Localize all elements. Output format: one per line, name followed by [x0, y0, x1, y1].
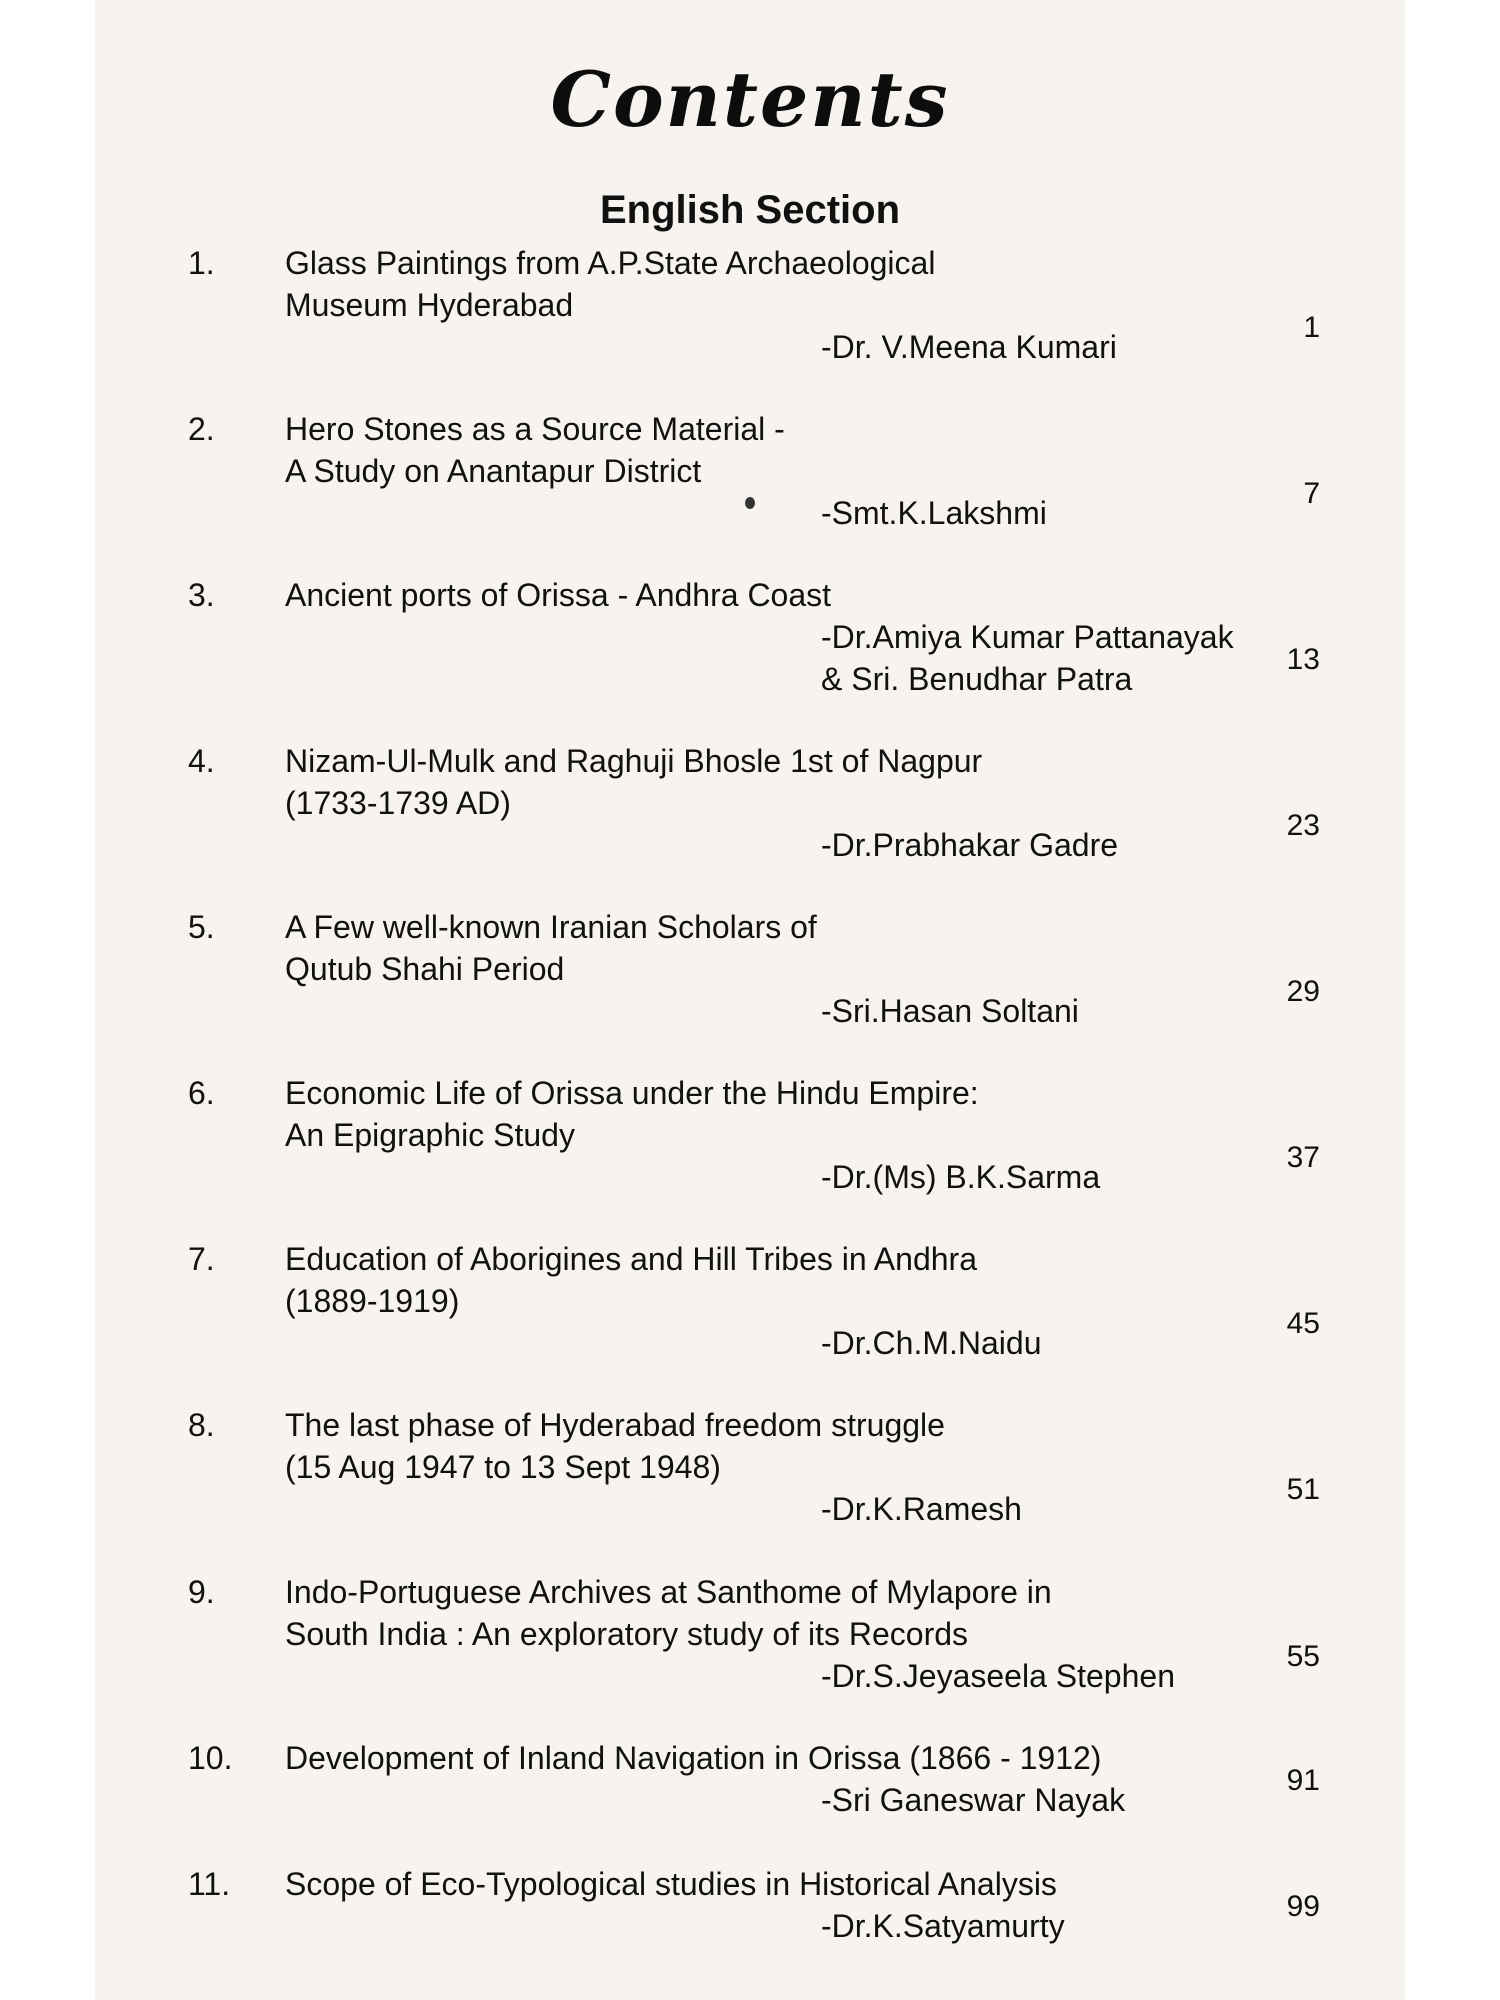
contents-page [95, 0, 1405, 2000]
entry-page-number: 51 [1286, 1473, 1320, 1506]
entry-page-number: 7 [1303, 477, 1320, 510]
entry-title: (1733-1739 AD) [285, 785, 511, 821]
entry-title: The last phase of Hyderabad freedom struggle [285, 1407, 945, 1443]
entry-title: Glass Paintings from A.P.State Archaeological [285, 245, 936, 281]
entry-title: Economic Life of Orissa under the Hindu Empire: [285, 1075, 979, 1111]
contents-entry [95, 1866, 1405, 2000]
entry-page-number: 55 [1286, 1640, 1320, 1673]
section-title: English Section [599, 188, 901, 232]
entry-title: An Epigraphic Study [285, 1117, 575, 1153]
entry-number: 8. [188, 1407, 215, 1443]
entry-title: Museum Hyderabad [285, 287, 574, 323]
entry-number: 6. [188, 1075, 215, 1111]
entry-number: 2. [188, 411, 215, 447]
entry-author: -Dr.(Ms) B.K.Sarma [821, 1159, 1101, 1195]
entry-author: -Dr. V.Meena Kumari [821, 329, 1117, 365]
contents-entry [95, 577, 1405, 737]
entry-author: -Dr.Ch.M.Naidu [821, 1325, 1042, 1361]
entry-title: Scope of Eco-Typological studies in Historical Analysis [285, 1866, 1057, 1902]
entry-title: Education of Aborigines and Hill Tribes in Andhra [285, 1241, 977, 1277]
entry-page-number: 13 [1286, 643, 1320, 676]
entry-author: -Dr.S.Jeyaseela Stephen [821, 1658, 1175, 1694]
entry-author: -Sri Ganeswar Nayak [821, 1782, 1126, 1818]
contents-entry [95, 411, 1405, 571]
entry-title: Hero Stones as a Source Material - [285, 411, 785, 447]
entry-title: Indo-Portuguese Archives at Santhome of Mylapore in [285, 1574, 1052, 1610]
entry-author: -Smt.K.Lakshmi [821, 495, 1047, 531]
page-heading: Contents [550, 55, 950, 144]
contents-entry [95, 1075, 1405, 1235]
entry-page-number: 29 [1286, 975, 1320, 1008]
entry-title: A Few well-known Iranian Scholars of [285, 909, 817, 945]
entry-number: 3. [188, 577, 215, 613]
entry-number: 1. [188, 245, 215, 281]
entry-page-number: 1 [1303, 311, 1320, 344]
ink-speck-decoration [745, 497, 755, 509]
entry-title: (15 Aug 1947 to 13 Sept 1948) [285, 1449, 721, 1485]
contents-entry [95, 1241, 1405, 1401]
entry-number: 7. [188, 1241, 215, 1277]
entry-author: -Dr.K.Satyamurty [821, 1908, 1065, 1944]
entry-page-number: 99 [1286, 1890, 1320, 1923]
entry-title: Ancient ports of Orissa - Andhra Coast [285, 577, 832, 613]
entry-title: (1889-1919) [285, 1283, 460, 1319]
entry-author: -Dr.K.Ramesh [821, 1491, 1022, 1527]
contents-entry [95, 743, 1405, 903]
entry-title: Development of Inland Navigation in Orissa (1866 - 1912) [285, 1740, 1102, 1776]
entry-page-number: 91 [1286, 1764, 1320, 1797]
contents-entry [95, 909, 1405, 1069]
contents-entry [95, 1407, 1405, 1567]
entry-title: Nizam-Ul-Mulk and Raghuji Bhosle 1st of Nagpur [285, 743, 983, 779]
entry-author: -Sri.Hasan Soltani [821, 993, 1079, 1029]
contents-entry [95, 1574, 1405, 1734]
entry-number: 4. [188, 743, 215, 779]
entry-number: 9. [188, 1574, 215, 1610]
entry-title: Qutub Shahi Period [285, 951, 565, 987]
entry-page-number: 45 [1286, 1307, 1320, 1340]
entry-page-number: 23 [1286, 809, 1320, 842]
entry-author: & Sri. Benudhar Patra [821, 661, 1133, 697]
entry-number: 11. [188, 1866, 231, 1902]
entry-number: 5. [188, 909, 215, 945]
entry-title: A Study on Anantapur District [285, 453, 702, 489]
entry-author: -Dr.Amiya Kumar Pattanayak [821, 619, 1234, 655]
entry-title: South India : An exploratory study of its Records [285, 1616, 969, 1652]
entry-number: 10. [188, 1740, 233, 1776]
entry-author: -Dr.Prabhakar Gadre [821, 827, 1119, 863]
contents-entry [95, 245, 1405, 405]
entry-page-number: 37 [1286, 1141, 1320, 1174]
